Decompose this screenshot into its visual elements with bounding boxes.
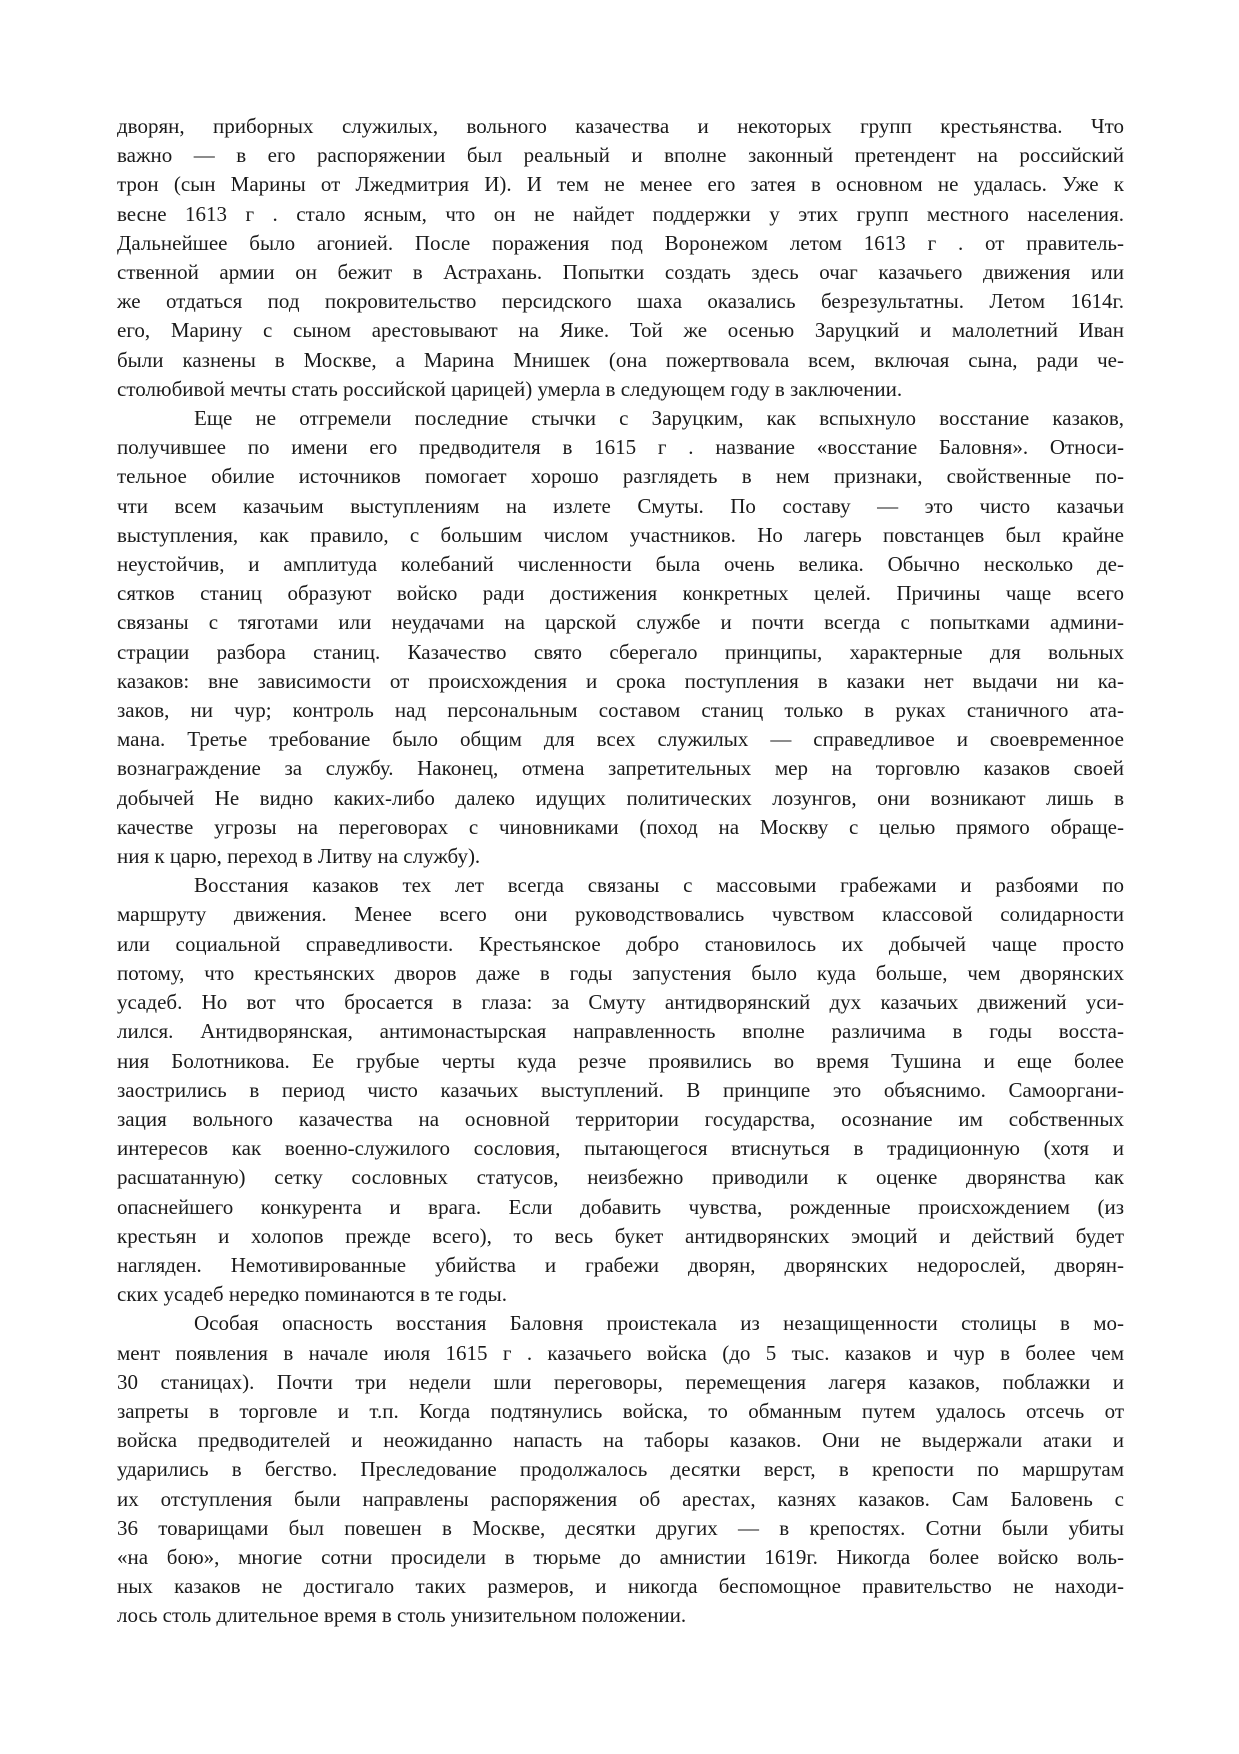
text-line: вознаграждение за службу. Наконец, отмена запретительных мер на торговлю казаков своей: [117, 756, 1124, 781]
text-line: тельное обилие источников помогает хорошо разглядеть в нем признаки, свойственные по-: [117, 464, 1124, 489]
text-line: ударились в бегство. Преследование продолжалось десятки верст, в крепости по маршрутам: [117, 1457, 1124, 1482]
text-line: страции разбора станиц. Казачество свято сберегало принципы, характерные для вольных: [117, 639, 1124, 664]
text-line: мана. Третье требование было общим для всех служилых — справедливое и своевременное: [117, 727, 1124, 752]
text-line: чти всем казачьим выступлениям на излете Смуты. По составу — это чисто казачьи: [117, 493, 1124, 518]
text-line: ния к царю, переход в Литву на службу).: [117, 844, 481, 869]
paragraph: [117, 1309, 1124, 1630]
text-line: Восстания казаков тех лет всегда связаны с массовыми грабежами и разбоями по: [194, 873, 1124, 898]
text-line: же отдаться под покровительство персидского шаха оказались безрезультатны. Летом 1614г.: [117, 289, 1124, 314]
text-line: получившее по имени его предводителя в 1615 г . название «восстание Баловня». Относи-: [117, 435, 1124, 460]
text-line: войска предводителей и неожиданно напасть на таборы казаков. Они не выдержали атаки и: [117, 1428, 1124, 1453]
text-line: добычей Не видно каких-либо далеко идущих политических лозунгов, они возникают лишь в: [117, 785, 1124, 810]
text-line: были казнены в Москве, а Марина Мнишек (она пожертвовала всем, включая сына, ради че-: [117, 347, 1124, 372]
text-line: заков, ни чур; контроль над персональным составом станиц только в руках станичного ата-: [117, 698, 1124, 723]
text-line: лось столь длительное время в столь унизительном положении.: [117, 1603, 687, 1628]
text-line: расшатанную) сетку сословных статусов, неизбежно приводили к оценке дворянства как: [117, 1165, 1124, 1190]
text-line: заострились в период чисто казачьих выступлений. В принципе это объяснимо. Самооргани-: [117, 1077, 1124, 1102]
text-line: ния Болотникова. Ее грубые черты куда резче проявились во время Тушина и еще более: [117, 1048, 1124, 1073]
paragraph: [117, 871, 1124, 1309]
text-line: весне 1613 г . стало ясным, что он не найдет поддержки у этих групп местного населения.: [117, 201, 1124, 226]
paragraph: [117, 404, 1124, 871]
text-line: опаснейшего конкурента и врага. Если добавить чувства, рожденные происхождением (из: [117, 1194, 1124, 1219]
paragraph: [117, 112, 1124, 404]
text-line: качестве угрозы на переговорах с чиновниками (поход на Москву с целью прямого обраще-: [117, 814, 1124, 839]
text-line: дворян, приборных служилых, вольного казачества и некоторых групп крестьянства. Что: [117, 114, 1124, 138]
text-line: лился. Антидворянская, антимонастырская направленность вполне различима в годы восста-: [117, 1019, 1124, 1044]
text-line: потому, что крестьянских дворов даже в годы запустения было куда больше, чем дворянских: [117, 960, 1124, 985]
text-line: ских усадеб нередко поминаются в те годы.: [117, 1282, 507, 1307]
text-line: интересов как военно-служилого сословия, пытающегося втиснуться в традиционную (хотя и: [117, 1136, 1124, 1161]
text-line: ственной армии он бежит в Астрахань. Попытки создать здесь очаг казачьего движения или: [117, 260, 1124, 285]
text-line: казаков: вне зависимости от происхождения и срока поступления в казаки нет выдачи ни ка-: [117, 668, 1124, 693]
document-page: [117, 112, 1124, 1631]
text-line: или социальной справедливости. Крестьянское добро становилось их добычей чаще просто: [117, 931, 1124, 956]
text-line: мент появления в начале июля 1615 г . казачьего войска (до 5 тыс. казаков и чур в более чем: [117, 1340, 1124, 1365]
text-line: сятков станиц образуют войско ради достижения конкретных целей. Причины чаще всего: [117, 581, 1124, 606]
text-line: важно — в его распоряжении был реальный и вполне законный претендент на российский: [117, 143, 1124, 168]
text-line: крестьян и холопов прежде всего), то весь букет антидворянских эмоций и действий будет: [117, 1223, 1124, 1248]
text-line: зация вольного казачества на основной территории государства, осознание им собственных: [117, 1106, 1124, 1131]
text-line: усадеб. Но вот что бросается в глаза: за Смуту антидворянский дух казачьих движений уси-: [117, 990, 1124, 1015]
text-line: трон (сын Марины от Лжедмитрия И). И тем не менее его затея в основном не удалась. Уже к: [117, 172, 1124, 197]
text-line: его, Марину с сыном арестовывают на Яике. Той же осенью Заруцкий и малолетний Иван: [117, 318, 1124, 343]
text-line: 30 станицах). Почти три недели шли переговоры, перемещения лагеря казаков, поблажки и: [117, 1369, 1124, 1394]
text-line: выступления, как правило, с большим числом участников. Но лагерь повстанцев был крайне: [117, 522, 1124, 547]
text-line: 36 товарищами был повешен в Москве, десятки других — в крепостях. Сотни были убиты: [117, 1515, 1124, 1540]
text-line: Особая опасность восстания Баловня проистекала из незащищенности столицы в мо-: [194, 1311, 1124, 1336]
text-line: ных казаков не достигало таких размеров, и никогда беспомощное правительство не находи-: [117, 1574, 1124, 1599]
text-line: нагляден. Немотивированные убийства и грабежи дворян, дворянских недорослей, дворян-: [117, 1252, 1124, 1277]
text-line: маршруту движения. Менее всего они руководствовались чувством классовой солидарности: [117, 902, 1124, 927]
text-line: «на бою», многие сотни просидели в тюрьме до амнистии 1619г. Никогда более войско воль-: [117, 1544, 1124, 1569]
text-line: Дальнейшее было агонией. После поражения под Воронежом летом 1613 г . от правитель-: [117, 230, 1124, 255]
text-line: запреты в торговле и т.п. Когда подтянулись войска, то обманным путем удалось отсечь от: [117, 1398, 1124, 1423]
text-line: связаны с тяготами или неудачами на царской службе и почти всегда с попытками админи-: [117, 610, 1124, 635]
text-line: неустойчив, и амплитуда колебаний численности была очень велика. Обычно несколько де-: [117, 552, 1124, 577]
text-line: их отступления были направлены распоряжения об арестах, казнях казаков. Сам Баловень с: [117, 1486, 1124, 1511]
text-line: Еще не отгремели последние стычки с Заруцким, как вспыхнуло восстание казаков,: [194, 406, 1124, 431]
text-line: столюбивой мечты стать российской царицей) умерла в следующем году в заключении.: [117, 376, 903, 401]
